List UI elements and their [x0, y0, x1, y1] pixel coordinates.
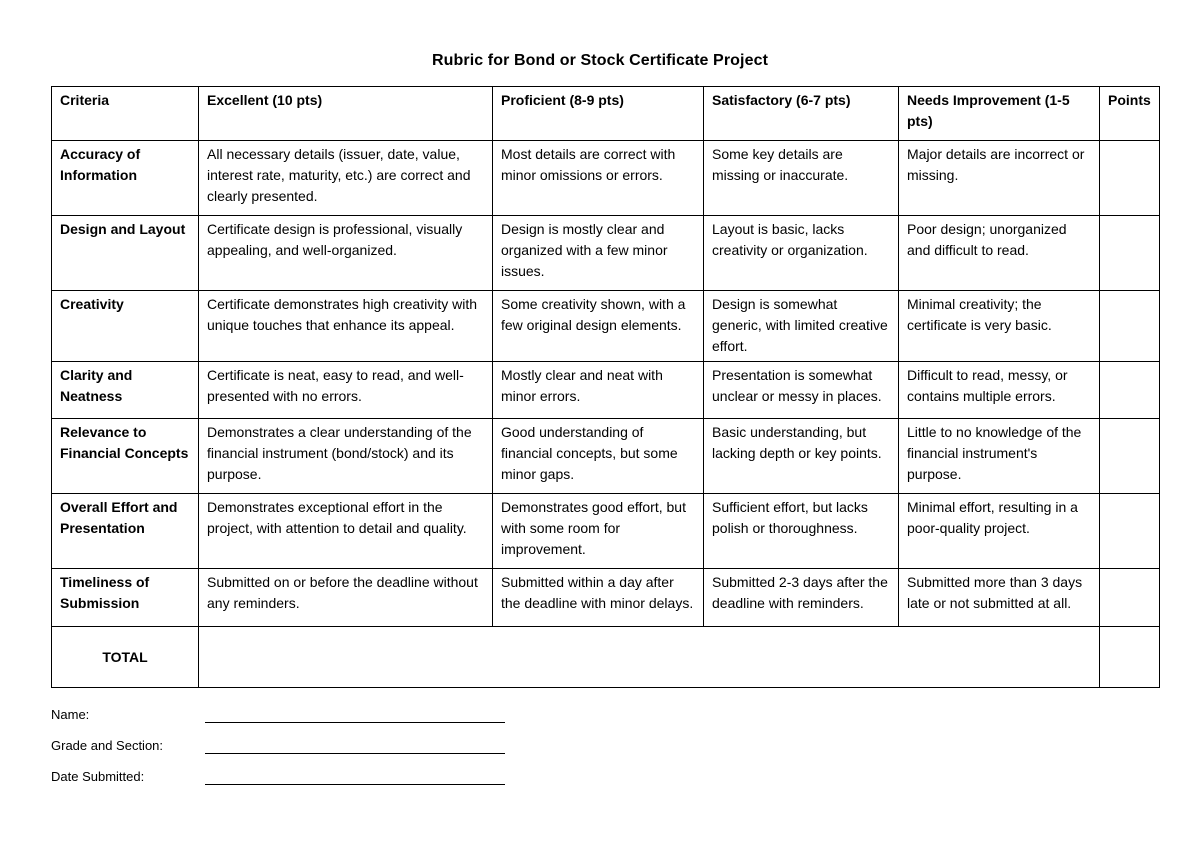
page-title: Rubric for Bond or Stock Certificate Project	[431, 52, 768, 69]
grade-section-label: Grade and Section:	[51, 738, 164, 753]
points-cell[interactable]	[1100, 494, 1160, 569]
total-points-cell[interactable]	[1100, 627, 1160, 688]
proficient-cell: Design is mostly clear and organized with a few minor issues.	[493, 216, 704, 291]
excellent-cell: Demonstrates a clear understanding of the financial instrument (bond/stock) and its purpose.	[199, 419, 493, 494]
criteria-cell: Design and Layout	[52, 216, 199, 291]
table-row	[52, 494, 1160, 569]
table-row	[52, 291, 1160, 362]
needs-improvement-cell: Poor design; unorganized and difficult to read.	[899, 216, 1100, 291]
name-row	[51, 700, 511, 720]
excellent-cell: Demonstrates exceptional effort in the project, with attention to detail and quality.	[199, 494, 493, 569]
header-satisfactory: Satisfactory (6-7 pts)	[704, 87, 899, 141]
total-label: TOTAL	[52, 627, 199, 688]
grade-section-row	[51, 731, 511, 751]
header-needs-improvement: Needs Improvement (1-5 pts)	[899, 87, 1100, 141]
needs-improvement-cell: Minimal creativity; the certificate is very basic.	[899, 291, 1100, 362]
name-label: Name:	[51, 707, 90, 722]
proficient-cell: Mostly clear and neat with minor errors.	[493, 362, 704, 419]
date-submitted-label: Date Submitted:	[51, 769, 145, 784]
needs-improvement-cell: Difficult to read, messy, or contains multiple errors.	[899, 362, 1100, 419]
needs-improvement-cell: Major details are incorrect or missing.	[899, 141, 1100, 216]
table-row	[52, 569, 1160, 627]
header-points: Points	[1100, 87, 1160, 141]
date-submitted-field[interactable]	[205, 784, 505, 785]
satisfactory-cell: Layout is basic, lacks creativity or organization.	[704, 216, 899, 291]
grade-section-field[interactable]	[205, 753, 505, 754]
header-row	[52, 87, 1160, 141]
criteria-cell: Accuracy of Information	[52, 141, 199, 216]
criteria-cell: Creativity	[52, 291, 199, 362]
header-criteria: Criteria	[52, 87, 199, 141]
header-excellent: Excellent (10 pts)	[199, 87, 493, 141]
points-cell[interactable]	[1100, 141, 1160, 216]
excellent-cell: Certificate is neat, easy to read, and well-presented with no errors.	[199, 362, 493, 419]
rubric-table	[51, 86, 1160, 688]
satisfactory-cell: Some key details are missing or inaccurate.	[704, 141, 899, 216]
excellent-cell: Submitted on or before the deadline without any reminders.	[199, 569, 493, 627]
points-cell[interactable]	[1100, 362, 1160, 419]
satisfactory-cell: Basic understanding, but lacking depth or key points.	[704, 419, 899, 494]
proficient-cell: Demonstrates good effort, but with some room for improvement.	[493, 494, 704, 569]
name-field[interactable]	[205, 722, 505, 723]
excellent-cell: Certificate demonstrates high creativity with unique touches that enhance its appeal.	[199, 291, 493, 362]
table-row	[52, 216, 1160, 291]
excellent-cell: Certificate design is professional, visually appealing, and well-organized.	[199, 216, 493, 291]
needs-improvement-cell: Minimal effort, resulting in a poor-quality project.	[899, 494, 1100, 569]
satisfactory-cell: Design is somewhat generic, with limited creative effort.	[704, 291, 899, 362]
proficient-cell: Most details are correct with minor omissions or errors.	[493, 141, 704, 216]
needs-improvement-cell: Submitted more than 3 days late or not submitted at all.	[899, 569, 1100, 627]
total-value-cell	[199, 627, 1100, 688]
table-row	[52, 419, 1160, 494]
satisfactory-cell: Presentation is somewhat unclear or messy in places.	[704, 362, 899, 419]
points-cell[interactable]	[1100, 291, 1160, 362]
points-cell[interactable]	[1100, 216, 1160, 291]
points-cell[interactable]	[1100, 569, 1160, 627]
criteria-cell: Timeliness of Submission	[52, 569, 199, 627]
criteria-cell: Relevance to Financial Concepts	[52, 419, 199, 494]
criteria-cell: Overall Effort and Presentation	[52, 494, 199, 569]
table-row	[52, 362, 1160, 419]
date-submitted-row	[51, 762, 511, 782]
table-row	[52, 141, 1160, 216]
criteria-cell: Clarity and Neatness	[52, 362, 199, 419]
needs-improvement-cell: Little to no knowledge of the financial instrument's purpose.	[899, 419, 1100, 494]
proficient-cell: Submitted within a day after the deadline with minor delays.	[493, 569, 704, 627]
total-row	[52, 627, 1160, 688]
proficient-cell: Some creativity shown, with a few original design elements.	[493, 291, 704, 362]
proficient-cell: Good understanding of financial concepts, but some minor gaps.	[493, 419, 704, 494]
satisfactory-cell: Sufficient effort, but lacks polish or thoroughness.	[704, 494, 899, 569]
header-proficient: Proficient (8-9 pts)	[493, 87, 704, 141]
satisfactory-cell: Submitted 2-3 days after the deadline with reminders.	[704, 569, 899, 627]
points-cell[interactable]	[1100, 419, 1160, 494]
excellent-cell: All necessary details (issuer, date, value, interest rate, maturity, etc.) are correct and clearly presented.	[199, 141, 493, 216]
